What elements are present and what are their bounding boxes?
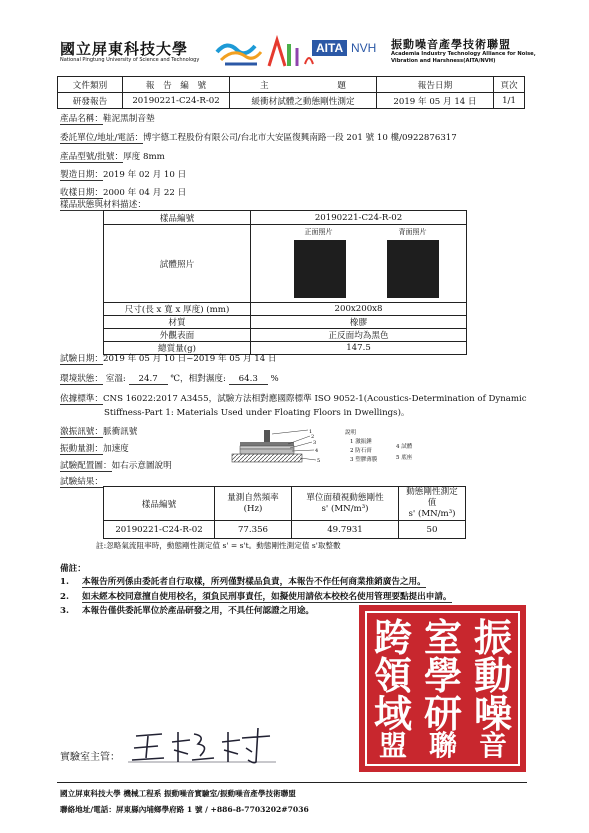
sample-id-value: 20190221-C24-R-02 [251,211,467,225]
result-id-value: 20190221-C24-R-02 [104,521,215,539]
base-plate [232,454,302,462]
result-table [103,486,466,539]
footer-line-2: 聯絡地址/電話：屏東縣內埔鄉學府路 1 號 / +886-8-7703202#7036 [60,805,309,814]
size-value: 200x200x8 [251,303,467,316]
subject-value: 緩衝材試體之動態剛性測定 [230,93,377,109]
test-date-value: 2019 年 05 月 10 日~2019 年 05 月 14 日 [102,354,277,364]
diagram-label-5: 5 [317,458,321,464]
university-logo-graphic [215,34,315,74]
standard-label: 依據標準： [60,394,103,404]
humidity-label: ，相對濕度: [180,374,226,384]
result-label: 試驗結果： [60,477,103,487]
report-no-header: 報 告 編 號 [123,77,230,93]
product-label: 產品名稱： [60,114,103,124]
recv-date-label: 收樣日期： [60,188,103,198]
dynamic-header-2: s' (MN/m³) [408,509,456,519]
page-value: 1/1 [494,93,525,109]
apparent-header-2: s' (MN/m³) [321,503,369,514]
recv-date-value: 2000 年 04 月 22 日 [102,188,187,198]
apparent-header-1: 單位面積視動態剛性 [306,492,384,503]
type-header: 文件類別 [58,77,123,93]
date-value: 2019 年 05 月 14 日 [377,93,494,109]
model-label: 產品型號/批號： [60,152,124,162]
diagram-label-4: 4 [315,448,319,454]
standard-value-2: Stiffness-Part 1: Materials Used under Floating Floors in Dwellings)。 [104,408,410,418]
subject-header: 主 題 [230,77,377,93]
seal-character: 動 [473,653,512,698]
date-header: 報告日期 [377,77,494,93]
footer-divider [57,782,527,783]
client-line [60,131,457,144]
surface-value: 正反面均為黑色 [251,329,467,342]
room-temp-unit: ℃ [170,374,181,384]
excitation-line [60,425,137,438]
handwritten-signature [128,720,278,768]
test-date-line [60,352,277,365]
freq-header [215,487,292,521]
product-line [60,112,155,125]
type-value: 研發報告 [58,93,123,109]
product-value: 鞋泥黑制音墊 [102,114,155,124]
remark-number: 1. [60,577,69,587]
remark-item [60,590,452,603]
seal-character: 振 [473,615,512,660]
client-value: 博宇德工程股份有限公司/台北市大安區復興南路一段 201 號 10 樓/0922876317 [143,133,457,143]
measurement-line [60,442,129,455]
exciter-hammer [264,430,270,442]
specimen-layer [240,449,294,454]
seal-character: 盟 [378,729,407,762]
seal-character: 學 [423,653,462,698]
back-photo-label: 背面照片 [398,228,427,236]
mfg-date-line [60,168,186,181]
dynamic-header-1: 動態剛性測定值 [406,487,458,508]
front-photo-label: 正面照片 [304,228,333,236]
front-photo [294,240,346,298]
freq-value: 77.356 [215,521,292,539]
sample-id-header: 樣品編號 [104,211,251,225]
nvh-logo: NVH [351,41,377,55]
seal-character: 室 [423,615,462,660]
material-value: 橡膠 [251,316,467,329]
room-temp-value: 24.7 [129,374,168,385]
seal-character: 聯 [428,729,457,762]
diagram-legend [345,428,413,463]
legend-item-3: 3 塑膠薄膜 [350,457,378,463]
seal-character: 音 [478,729,507,762]
sample-table [103,210,467,355]
seal-character: 領 [373,653,412,698]
dynamic-header [399,487,466,521]
freq-header-1: 量測自然頻率 [227,492,279,503]
model-value: 厚度 8mm [123,152,165,162]
sample-desc-label: 樣品狀態與材料描述： [60,200,146,210]
remarks-title: 備註： [60,564,86,574]
footer-line-1: 國立屏東科技大學 機械工程系 振動噪音實驗室/振動噪音產學技術聯盟 [60,789,296,798]
weight-header: 總質量(g) [104,342,251,355]
remark-text: 本報告僅供委託單位於產品研發之用，不具任何認證之用途。 [81,606,315,616]
surface-header: 外觀表面 [104,329,251,342]
diagram-label-1: 1 [309,429,313,435]
photo-cell [251,225,467,303]
result-note: 註:忽略氣流阻率時，動態剛性測定值 s' = s't。動態剛性測定值 s'取整數 [96,541,341,550]
remark-number: 2. [60,592,69,602]
humidity-unit: % [270,374,279,384]
seal-character: 噪 [473,691,512,736]
remark-item [60,575,426,588]
setup-value: 如右示意圖說明 [111,461,172,471]
model-line [60,150,165,163]
weight-value: 147.5 [251,342,467,355]
test-setup-diagram [228,428,328,466]
diagram-label-3: 3 [313,440,317,446]
mfg-date-label: 製造日期： [60,170,103,180]
environment-line [60,372,279,385]
remark-item [60,604,314,616]
mfg-date-value: 2019 年 02 月 10 日 [102,170,187,180]
dynamic-value: 50 [399,521,466,539]
supervisor-label: 實驗室主管： [60,752,120,763]
remark-text: 本報告所列係由委託者自行取樣，所列僅對樣品負責，本報告不作任何商業推銷廣告之用。 [81,577,426,587]
remark-number: 3. [60,606,69,616]
legend-item-1: 1 激振錘 [350,439,372,445]
seal-character: 域 [373,691,412,736]
legend-item-5: 5 底座 [396,455,413,461]
document-header-table [57,76,525,109]
result-id-header: 樣品編號 [104,487,215,521]
legend-title: 說明 [345,430,357,436]
load-plate [240,442,294,446]
standard-line [60,392,527,405]
page-header: 頁次 [494,77,525,93]
plastic-film [240,446,294,449]
humidity-value: 64.3 [229,374,268,385]
environment-label: 環境狀態： [60,374,103,384]
alliance-name-en: Academia Industry Technology Alliance for Noise, Vibration and Harshness(AITA/NVH) [391,51,536,64]
size-header: 尺寸(長 x 寬 x 厚度) (mm) [104,303,251,316]
university-name: 國立屏東科技大學 [60,40,189,58]
back-photo [387,240,439,298]
client-label: 委託單位/地址/電話： [60,133,144,143]
aita-logo: AITA [312,40,347,56]
apparent-value: 49.7931 [292,521,399,539]
report-no-value: 20190221-C24-R-02 [123,93,230,109]
legend-item-4: 4 試體 [396,444,413,450]
photo-header: 試體照片 [104,225,251,303]
measurement-value: 加速度 [102,444,129,454]
measurement-label: 振動量測： [60,444,103,454]
test-date-label: 試驗日期： [60,354,103,364]
remark-text: 如未經本校同意擅自使用校名，須負民刑事責任，如擬使用請依本校校名使用管理要點提出申請。 [81,592,452,602]
excitation-label: 激振訊號： [60,427,103,437]
freq-header-2: (Hz) [243,503,263,514]
setup-label: 試驗配置圖： [60,461,112,471]
alliance-name: 振動噪音產學技術聯盟 [391,38,511,51]
result-line [60,475,103,488]
setup-line [60,459,172,472]
official-seal [359,605,526,772]
excitation-value: 脈衝訊號 [102,427,138,437]
seal-character: 跨 [373,615,412,660]
material-header: 材質 [104,316,251,329]
standard-value-1: CNS 16022:2017 A3455，試驗方法相對應國際標準 ISO 9052-1(Acoustics-Determination of Dynamic [102,394,527,404]
apparent-header [292,487,399,521]
diagram-label-2: 2 [311,434,315,440]
university-name-en: National Pingtung University of Science and Technology [60,57,200,63]
room-temp-label: 室溫: [105,374,126,384]
legend-item-2: 2 防石膏 [350,448,372,454]
seal-character: 研 [423,691,462,736]
